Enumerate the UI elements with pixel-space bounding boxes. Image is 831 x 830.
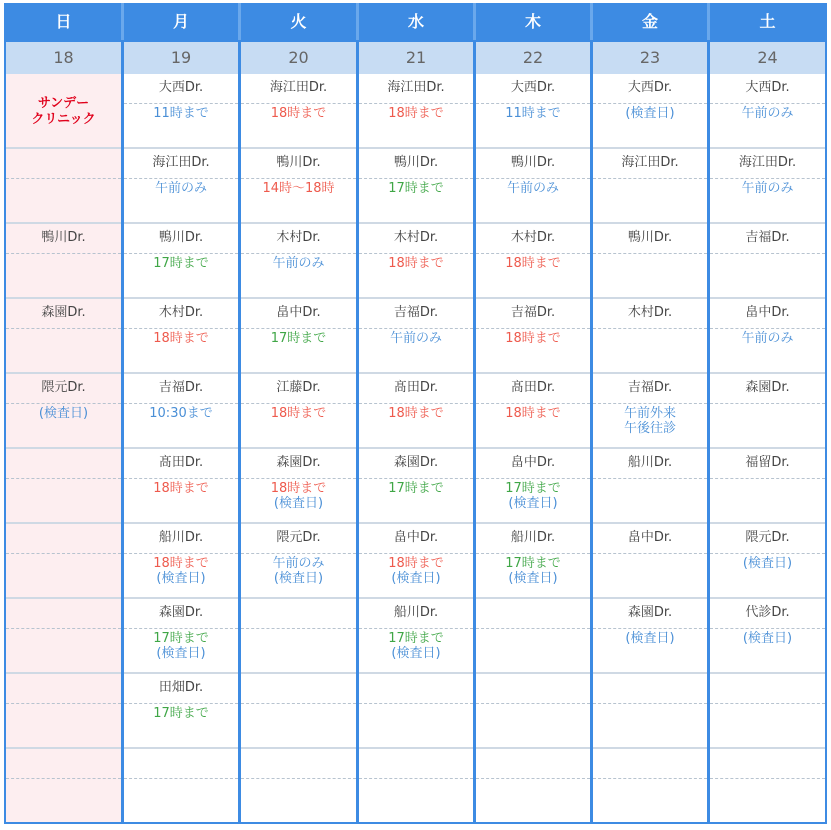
slot-divider	[241, 703, 356, 704]
slot-divider	[124, 628, 238, 629]
schedule-note: (検査日)	[38, 406, 89, 421]
weekday-friday: 金	[593, 3, 710, 40]
schedule-note: 午前外来 午後往診	[623, 406, 676, 436]
slot-divider	[710, 253, 825, 254]
schedule-slot	[359, 524, 473, 599]
slot-divider	[710, 703, 825, 704]
schedule-slot	[124, 149, 238, 224]
schedule-slot	[593, 674, 707, 749]
schedule-note: 18時まで	[153, 331, 209, 346]
doctor-name: 鴨川Dr.	[158, 230, 204, 245]
slot-divider	[710, 328, 825, 329]
slot-divider	[6, 628, 121, 629]
doctor-name: 海江田Dr.	[621, 155, 679, 170]
schedule-note: 18時まで	[505, 331, 561, 346]
doctor-name: 江藤Dr.	[276, 380, 321, 395]
schedule-note: (検査日)	[625, 106, 675, 121]
slot-divider	[241, 403, 356, 404]
date-cell: 20	[241, 42, 359, 74]
slot-divider	[593, 778, 707, 779]
schedule-note: 10:30まで	[149, 406, 213, 421]
schedule-slot	[476, 224, 590, 299]
schedule-slot	[359, 224, 473, 299]
schedule-slot	[359, 74, 473, 149]
schedule-slot	[476, 524, 590, 599]
doctor-name: 隈元Dr.	[745, 530, 790, 545]
schedule-note: 18時まで	[153, 481, 209, 496]
schedule-note: 17時まで	[270, 331, 327, 346]
schedule-slot	[710, 74, 825, 149]
schedule-slot	[241, 599, 356, 674]
slot-divider	[6, 778, 121, 779]
slot-divider	[241, 553, 356, 554]
slot-divider	[241, 328, 356, 329]
schedule-note: 18時まで	[388, 256, 444, 271]
schedule-note: 17時まで (検査日)	[505, 556, 561, 586]
slot-divider	[6, 703, 121, 704]
slot-divider	[359, 178, 473, 179]
schedule-slot	[359, 749, 473, 781]
schedule-note: 17時まで (検査日)	[153, 631, 209, 661]
schedule-slot	[710, 749, 825, 781]
doctor-name: 大西Dr.	[627, 80, 673, 95]
slot-divider	[593, 178, 707, 179]
schedule-slot	[359, 449, 473, 524]
date-cell: 22	[476, 42, 593, 74]
schedule-slot	[6, 674, 121, 749]
slot-divider	[710, 178, 825, 179]
schedule-note: 17時まで	[388, 481, 444, 496]
schedule-slot	[124, 224, 238, 299]
schedule-note: 18時まで	[388, 106, 444, 121]
doctor-name: 大西Dr.	[158, 80, 204, 95]
schedule-slot	[476, 149, 590, 224]
schedule-note: 18時まで	[505, 406, 561, 421]
schedule-note: 18時まで (検査日)	[270, 481, 327, 511]
schedule-note: 18時まで	[388, 406, 444, 421]
slot-divider	[476, 103, 590, 104]
schedule-note: 午前のみ	[272, 256, 325, 271]
doctor-name: 畠中Dr.	[627, 530, 673, 545]
slot-divider	[593, 103, 707, 104]
doctor-name: 吉福Dr.	[745, 230, 790, 245]
slot-divider	[359, 628, 473, 629]
day-column	[241, 74, 359, 822]
slot-divider	[476, 328, 590, 329]
schedule-slot	[6, 74, 121, 149]
schedule-slot	[593, 74, 707, 149]
doctor-name: 畠中Dr.	[745, 305, 790, 320]
weekday-monday: 月	[124, 3, 241, 40]
schedule-slot	[241, 149, 356, 224]
schedule-note: 14時〜18時	[262, 181, 335, 196]
doctor-name: 船川Dr.	[510, 530, 556, 545]
doctor-name: 森園Dr.	[627, 605, 673, 620]
slot-divider	[6, 403, 121, 404]
schedule-slot	[476, 449, 590, 524]
doctor-name: 髙田Dr.	[158, 455, 204, 470]
schedule-slot	[6, 599, 121, 674]
schedule-note: 午前のみ	[741, 106, 794, 121]
schedule-slot	[6, 749, 121, 781]
schedule-slot	[359, 149, 473, 224]
doctor-name: 木村Dr.	[158, 305, 204, 320]
doctor-name: 鴨川Dr.	[41, 230, 86, 245]
day-column	[710, 74, 825, 822]
schedule-note: 午前のみ	[741, 181, 794, 196]
slot-divider	[241, 103, 356, 104]
schedule-slot	[476, 599, 590, 674]
schedule-slot	[476, 374, 590, 449]
slot-divider	[359, 703, 473, 704]
slot-divider	[124, 703, 238, 704]
schedule-slot	[6, 524, 121, 599]
date-cell: 23	[593, 42, 710, 74]
schedule-note: 17時まで (検査日)	[505, 481, 561, 511]
slot-divider	[6, 253, 121, 254]
schedule-note: (検査日)	[625, 631, 675, 646]
doctor-name: 森園Dr.	[276, 455, 321, 470]
date-cell: 18	[6, 42, 124, 74]
slot-divider	[6, 328, 121, 329]
schedule-note: 午前のみ (検査日)	[272, 556, 325, 586]
day-column	[476, 74, 593, 822]
schedule-slot	[241, 674, 356, 749]
schedule-note: 18時まで (検査日)	[388, 556, 444, 586]
schedule-slot	[6, 449, 121, 524]
schedule-slot	[710, 599, 825, 674]
slot-divider	[476, 553, 590, 554]
doctor-name: 隈元Dr.	[41, 380, 86, 395]
schedule-slot	[710, 524, 825, 599]
slot-divider	[593, 553, 707, 554]
schedule-note: 11時まで	[505, 106, 561, 121]
doctor-name: 船川Dr.	[627, 455, 673, 470]
day-column	[6, 74, 124, 822]
slot-divider	[124, 178, 238, 179]
weekday-thursday: 木	[476, 3, 593, 40]
doctor-name: 海江田Dr.	[152, 155, 210, 170]
doctor-name: 鴨川Dr.	[276, 155, 321, 170]
schedule-slot	[710, 449, 825, 524]
slot-divider	[593, 703, 707, 704]
slot-divider	[241, 478, 356, 479]
schedule-slot	[359, 374, 473, 449]
date-row	[6, 40, 825, 74]
schedule-slot	[124, 524, 238, 599]
schedule-note: (検査日)	[742, 631, 793, 646]
doctor-name: 船川Dr.	[158, 530, 204, 545]
slot-divider	[359, 103, 473, 104]
schedule-note: 17時まで (検査日)	[388, 631, 444, 661]
slot-divider	[710, 478, 825, 479]
slot-divider	[124, 328, 238, 329]
schedule-note: 18時まで	[505, 256, 561, 271]
doctor-name: 代診Dr.	[745, 605, 790, 620]
schedule-slot	[593, 599, 707, 674]
schedule-slot	[593, 299, 707, 374]
schedule-slot	[124, 674, 238, 749]
slot-divider	[359, 328, 473, 329]
slot-divider	[6, 478, 121, 479]
schedule-slot	[476, 674, 590, 749]
doctor-name: 畠中Dr.	[393, 530, 439, 545]
schedule-note: 18時まで (検査日)	[153, 556, 209, 586]
schedule-note: 18時まで	[270, 106, 327, 121]
schedule-slot	[124, 749, 238, 781]
doctor-name: 吉福Dr.	[158, 380, 204, 395]
slot-divider	[124, 103, 238, 104]
slot-divider	[124, 778, 238, 779]
schedule-slot	[476, 749, 590, 781]
schedule-slot	[710, 674, 825, 749]
schedule-slot	[124, 449, 238, 524]
schedule-note: 17時まで	[153, 706, 209, 721]
slot-divider	[476, 478, 590, 479]
schedule-slot	[593, 149, 707, 224]
slot-divider	[710, 103, 825, 104]
slot-divider	[241, 628, 356, 629]
doctor-name: 木村Dr.	[510, 230, 556, 245]
schedule-slot	[241, 749, 356, 781]
slot-divider	[476, 703, 590, 704]
slot-divider	[241, 253, 356, 254]
slot-divider	[710, 778, 825, 779]
doctor-name: 髙田Dr.	[510, 380, 556, 395]
schedule-slot	[710, 149, 825, 224]
doctor-name: 海江田Dr.	[738, 155, 797, 170]
schedule-grid	[6, 74, 825, 822]
day-column	[359, 74, 476, 822]
schedule-slot	[6, 149, 121, 224]
slot-divider	[593, 328, 707, 329]
schedule-slot	[6, 374, 121, 449]
schedule-slot	[476, 74, 590, 149]
schedule-slot	[710, 224, 825, 299]
slot-divider	[359, 478, 473, 479]
doctor-name: 髙田Dr.	[393, 380, 439, 395]
weekday-sunday: 日	[6, 3, 124, 40]
slot-divider	[476, 253, 590, 254]
slot-divider	[124, 478, 238, 479]
slot-divider	[476, 778, 590, 779]
weekday-saturday: 土	[759, 12, 776, 31]
weekday-wednesday: 水	[359, 3, 476, 40]
schedule-slot	[241, 224, 356, 299]
slot-divider	[359, 778, 473, 779]
doctor-name: 森園Dr.	[41, 305, 86, 320]
doctor-name: 木村Dr.	[393, 230, 439, 245]
date-cell: 21	[359, 42, 476, 74]
weekday-header	[6, 3, 825, 40]
schedule-slot	[359, 599, 473, 674]
schedule-slot	[6, 224, 121, 299]
doctor-name: 福留Dr.	[745, 455, 790, 470]
slot-divider	[241, 778, 356, 779]
schedule-slot	[124, 374, 238, 449]
schedule-slot	[710, 299, 825, 374]
doctor-name: 木村Dr.	[276, 230, 321, 245]
schedule-note: 11時まで	[153, 106, 209, 121]
doctor-name: 吉福Dr.	[510, 305, 556, 320]
schedule-note: 午前のみ	[389, 331, 442, 346]
doctor-name: 畠中Dr.	[510, 455, 556, 470]
slot-divider	[241, 178, 356, 179]
slot-divider	[476, 628, 590, 629]
doctor-name: 船川Dr.	[393, 605, 439, 620]
schedule-slot	[593, 224, 707, 299]
sunday-clinic-label: サンデー クリニック	[31, 96, 96, 127]
date-cell: 24	[757, 48, 778, 67]
schedule-note: 午前のみ	[154, 181, 207, 196]
schedule-slot	[593, 449, 707, 524]
doctor-name: 森園Dr.	[745, 380, 790, 395]
slot-divider	[359, 253, 473, 254]
doctor-name: 森園Dr.	[393, 455, 439, 470]
schedule-slot	[241, 449, 356, 524]
schedule-slot	[476, 299, 590, 374]
schedule-slot	[593, 524, 707, 599]
slot-divider	[710, 403, 825, 404]
doctor-name: 海江田Dr.	[269, 80, 328, 95]
schedule-note: 18時まで	[270, 406, 327, 421]
slot-divider	[6, 178, 121, 179]
day-column	[593, 74, 710, 822]
schedule-slot	[710, 374, 825, 449]
schedule-note: 17時まで	[153, 256, 209, 271]
schedule-note: 午前のみ	[741, 331, 794, 346]
schedule-slot	[241, 374, 356, 449]
day-column	[124, 74, 241, 822]
doctor-name: 隈元Dr.	[276, 530, 321, 545]
doctor-name: 海江田Dr.	[387, 80, 445, 95]
doctor-name: 鴨川Dr.	[627, 230, 673, 245]
schedule-slot	[124, 74, 238, 149]
schedule-note: 17時まで	[388, 181, 444, 196]
doctor-name: 鴨川Dr.	[510, 155, 556, 170]
schedule-calendar	[4, 3, 827, 824]
doctor-name: 田畑Dr.	[158, 680, 204, 695]
schedule-slot	[359, 674, 473, 749]
doctor-name: 畠中Dr.	[276, 305, 321, 320]
schedule-slot	[359, 299, 473, 374]
slot-divider	[124, 403, 238, 404]
schedule-slot	[593, 749, 707, 781]
slot-divider	[6, 553, 121, 554]
doctor-name: 吉福Dr.	[393, 305, 439, 320]
slot-divider	[593, 478, 707, 479]
slot-divider	[476, 403, 590, 404]
doctor-name: 大西Dr.	[510, 80, 556, 95]
schedule-slot	[241, 299, 356, 374]
schedule-note: 午前のみ	[506, 181, 559, 196]
schedule-slot	[124, 299, 238, 374]
date-cell: 19	[124, 42, 241, 74]
doctor-name: 木村Dr.	[627, 305, 673, 320]
slot-divider	[710, 553, 825, 554]
doctor-name: 吉福Dr.	[627, 380, 673, 395]
slot-divider	[710, 628, 825, 629]
weekday-tuesday: 火	[241, 3, 359, 40]
slot-divider	[124, 553, 238, 554]
schedule-slot	[124, 599, 238, 674]
slot-divider	[124, 253, 238, 254]
doctor-name: 大西Dr.	[745, 80, 790, 95]
slot-divider	[593, 253, 707, 254]
schedule-slot	[241, 74, 356, 149]
slot-divider	[476, 178, 590, 179]
slot-divider	[593, 628, 707, 629]
schedule-slot	[241, 524, 356, 599]
schedule-slot	[593, 374, 707, 449]
slot-divider	[359, 403, 473, 404]
doctor-name: 鴨川Dr.	[393, 155, 439, 170]
schedule-slot	[6, 299, 121, 374]
schedule-note: (検査日)	[742, 556, 793, 571]
slot-divider	[359, 553, 473, 554]
slot-divider	[593, 403, 707, 404]
doctor-name: 森園Dr.	[158, 605, 204, 620]
